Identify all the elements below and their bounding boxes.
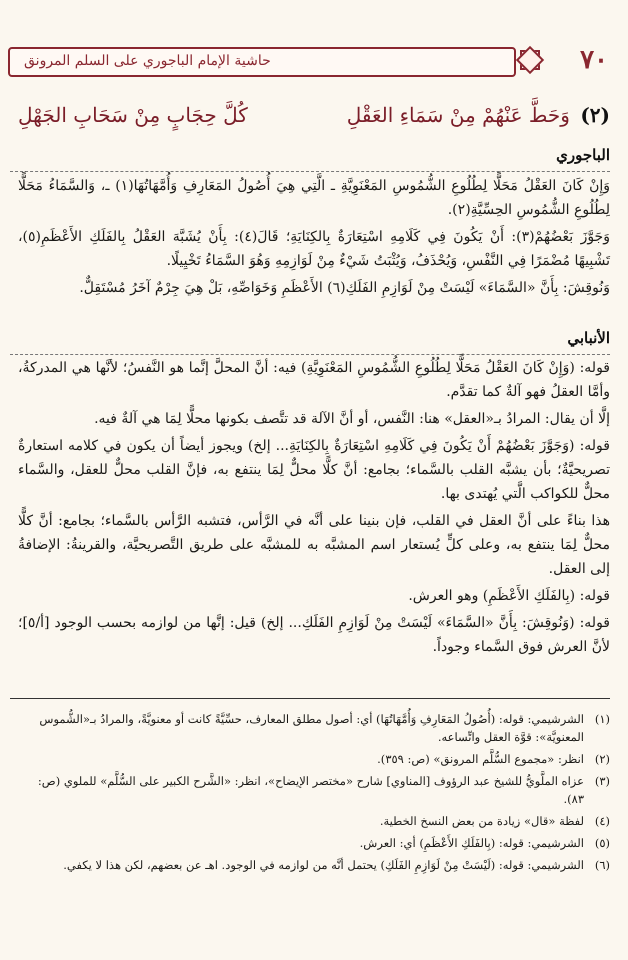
section-divider: [10, 171, 610, 172]
footnote-number: (١): [594, 712, 610, 726]
footnote-text: عزاه الملَّويُّ للشيخ عبد الرؤوف [المناوي] شارح «مختصر الإيضاح»، انظر: «الشَّرح الكبير على السُّلَّم» للملوي (ص: ٨٣).: [37, 774, 584, 806]
footnote-text: الشرشيمي: قوله: (أُصُولُ المَعَارِفِ وَأُمَّهَاتُهَا) أي: أصول مطلق المعارف، حسِّيَّةً كانت أو معنويَّةً، والمرادُ بـ«الشُّموس المعنويَّة»: قوَّة العقل واتِّساعه.: [39, 712, 584, 744]
footnote-text: انظر: «مجموع السُّلَّم المرونق» (ص: ٣٥٩).: [377, 752, 584, 766]
footnote-number: (٤): [594, 814, 610, 828]
footnote-text: الشرشيمي: قوله: (بِالفَلَكِ الأَعْظَمِ) أي: العرش.: [359, 836, 584, 850]
paragraph: قوله: (بِالفَلَكِ الأَعْظَمِ) وهو العرش.: [408, 588, 610, 604]
paragraph: قوله: (وَجَوَّزَ بَعْضُهُمْ أَنْ يَكُونَ فِي كَلَامِهِ اسْتِعَارَةٌ بِالكِنَايَةِ... إلخ) ويجوز أيضاً أن يكون في كلامه استعارةٌ تصريحيَّةٌ؛ بأن يشبَّه القلب بالسَّماء؛ بجامع: أنَّ كلًّا محلٌّ لِمَا ينتفع به، فإنَّ القلب محلٌّ للعقل، والسَّماء محلٌّ للكواكب الَّتي يُهتدى بها.: [18, 438, 610, 502]
footnote-text: لفظة «قال» زيادة من بعض النسخ الخطية.: [379, 814, 584, 828]
paragraph: وَنُوقِشَ: بِأَنَّ «السَّمَاءَ» لَيْسَتْ مِنْ لَوَازِمِ الفَلَكِ(٦) الأَعْظَمِ وَخَوَاصِّهِ، بَلْ هِيَ جِرْمٌ آخَرُ مُسْتَقِلٌّ.: [79, 280, 610, 296]
verse-line: [18, 103, 610, 127]
verse-number: (٢): [580, 103, 610, 127]
footnote-number: (٥): [594, 836, 610, 850]
section-heading-bajouri: الباجوري: [556, 146, 610, 164]
paragraph: وَجَوَّزَ بَعْضُهُمْ(٣): أَنْ يَكُونَ فِي كَلَامِهِ اسْتِعَارَةٌ بِالكِنَايَةِ؛ قَالَ(٤): بِأَنْ يُشَبَّهَ العَقْلُ بِالفَلَكِ الأَعْظَمِ(٥)، تَشْبِيهًا مُضْمَرًا فِي النَّفْسِ، وَيُحْذَفُ، وَيُثْبَتُ شَيْءٌ مِنْ لَوَازِمِهِ وَهُوَ السَّمَاءُ تَخْيِيلًا.: [18, 229, 610, 269]
footnote: [18, 710, 610, 746]
anbabi-text: [18, 356, 610, 662]
page-header: [8, 40, 620, 80]
verse-line1: وَحَطَّ عَنْهُمْ مِنْ سَمَاءِ العَقْلِ: [346, 103, 570, 127]
footnote: [18, 750, 610, 768]
footnote-number: (٣): [594, 774, 610, 788]
footnote-number: (٢): [594, 752, 610, 766]
footnote-text: الشرشيمي: قوله: (لَيْسَتْ مِنْ لَوَازِمِ الفَلَكِ) يحتمل أنَّه من لوازمه في الوجود. اهـ عن بعضهم، لكن هذا لا يكفي.: [63, 858, 584, 872]
paragraph: قوله: (وَإِنْ كَانَ العَقْلُ مَحَلًّا لِطُلُوعِ الشُّمُوسِ المَعْنَوِيَّةِ) فيه: أنَّ المحلَّ إنَّما هو النَّفسُ؛ لأنَّها هي المدركةُ، وأمَّا العقلُ فهو آلةٌ كما تقدَّم.: [18, 360, 610, 400]
footnote: [18, 812, 610, 830]
page-number: ٧٠: [580, 45, 608, 75]
section-heading-anbabi: الأنبابي: [567, 329, 610, 347]
verse-line2: كُلَّ حِجَابٍ مِنْ سَحَابِ الجَهْلِ: [18, 103, 248, 127]
ornament-icon: [518, 48, 542, 72]
footnotes: [18, 710, 610, 878]
running-title: حاشية الإمام الباجوري على السلم المرونق: [8, 47, 516, 77]
paragraph: إلَّا أن يقال: المرادُ بـ«العقل» هنا: النَّفس، أو أنَّ الآلة قد تتَّصف بكونها محلًّا لِمَا هي آلةٌ فيه.: [94, 411, 610, 427]
paragraph: هذا بناءً على أنَّ العقل في القلب، فإن بنينا على أنَّه في الرَّأس، فتشبه الرَّأس بالسَّماء؛ بجامع: أنَّ كلًّا محلٌّ لِمَا ينتفع به، وعلى كلٍّ يُستعار اسم المشبَّه به للمشبَّه على طريق التَّصريحيَّة، والقرينةُ: الإضافةُ إلى العقل.: [18, 513, 610, 577]
paragraph: قوله: (وَنُوقِشَ: بِأَنَّ «السَّمَاءَ» لَيْسَتْ مِنْ لَوَازِمِ الفَلَكِ... إلخ) قيل: إنَّها من لوازمه بحسب الوجود [أ/٥]؛ لأنَّ العرش فوق السَّماء وجوداً.: [18, 615, 610, 655]
footnote-number: (٦): [594, 858, 610, 872]
footnote: [18, 834, 610, 852]
section-divider: [10, 354, 610, 355]
footnote: [18, 772, 610, 808]
verse-first-hemistich: [347, 103, 610, 127]
footnote: [18, 856, 610, 874]
paragraph: وَإِنْ كَانَ العَقْلُ مَحَلًّا لِطُلُوعِ الشُّمُوسِ المَعْنَوِيَّةِ ـ الَّتِي هِيَ أُصُولُ المَعَارِفِ وَأُمَّهَاتُهَا(١) ـ، وَالسَّمَاءُ مَحَلًّا لِطُلُوعِ الشُّمُوسِ الحِسِّيَّةِ(٢).: [18, 178, 610, 218]
footnote-divider: [10, 698, 610, 699]
bajouri-text: [18, 174, 610, 303]
